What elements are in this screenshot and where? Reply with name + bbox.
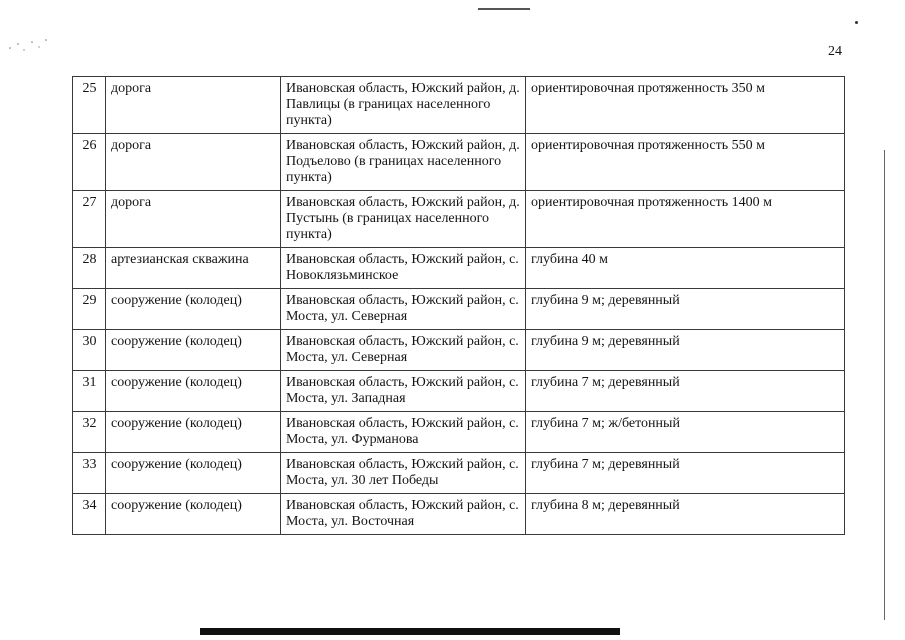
table-row — [73, 330, 845, 371]
object-characteristics-cell: ориентировочная протяженность 550 м — [526, 134, 845, 191]
object-name-cell: дорога — [106, 134, 281, 191]
object-characteristics-cell: глубина 7 м; деревянный — [526, 371, 845, 412]
object-characteristics-cell: ориентировочная протяженность 1400 м — [526, 191, 845, 248]
top-decorative-rule — [478, 8, 530, 10]
object-address-cell: Ивановская область, Южский район, с. Моста, ул. Западная — [281, 371, 526, 412]
table-row — [73, 134, 845, 191]
row-number-cell: 26 — [73, 134, 106, 191]
object-address-cell: Ивановская область, Южский район, с. Моста, ул. Восточная — [281, 494, 526, 535]
table-row — [73, 77, 845, 134]
row-number-cell: 27 — [73, 191, 106, 248]
scan-edge-line — [884, 150, 885, 620]
table-row — [73, 191, 845, 248]
row-number-cell: 32 — [73, 412, 106, 453]
object-characteristics-cell: глубина 7 м; деревянный — [526, 453, 845, 494]
object-characteristics-cell: глубина 7 м; ж/бетонный — [526, 412, 845, 453]
scan-bottom-bar — [200, 628, 620, 635]
property-registry-table — [72, 76, 845, 535]
row-number-cell: 31 — [73, 371, 106, 412]
object-address-cell: Ивановская область, Южский район, д. Павлицы (в границах населенного пункта) — [281, 77, 526, 134]
object-address-cell: Ивановская область, Южский район, д. Пустынь (в границах населенного пункта) — [281, 191, 526, 248]
table-row — [73, 371, 845, 412]
object-characteristics-cell: глубина 40 м — [526, 248, 845, 289]
scan-speck — [855, 21, 858, 24]
object-name-cell: сооружение (колодец) — [106, 330, 281, 371]
object-name-cell: сооружение (колодец) — [106, 412, 281, 453]
object-address-cell: Ивановская область, Южский район, с. Моста, ул. Северная — [281, 289, 526, 330]
object-name-cell: артезианская скважина — [106, 248, 281, 289]
object-name-cell: сооружение (колодец) — [106, 289, 281, 330]
object-characteristics-cell: ориентировочная протяженность 350 м — [526, 77, 845, 134]
object-address-cell: Ивановская область, Южский район, д. Подъелово (в границах населенного пункта) — [281, 134, 526, 191]
object-address-cell: Ивановская область, Южский район, с. Новоклязьминское — [281, 248, 526, 289]
object-characteristics-cell: глубина 9 м; деревянный — [526, 330, 845, 371]
table-row — [73, 289, 845, 330]
table-row — [73, 494, 845, 535]
row-number-cell: 34 — [73, 494, 106, 535]
object-address-cell: Ивановская область, Южский район, с. Моста, ул. 30 лет Победы — [281, 453, 526, 494]
page-number: 24 — [828, 44, 842, 59]
object-characteristics-cell: глубина 8 м; деревянный — [526, 494, 845, 535]
object-address-cell: Ивановская область, Южский район, с. Моста, ул. Фурманова — [281, 412, 526, 453]
object-name-cell: сооружение (колодец) — [106, 371, 281, 412]
table-row — [73, 453, 845, 494]
row-number-cell: 28 — [73, 248, 106, 289]
object-name-cell: дорога — [106, 191, 281, 248]
table-row — [73, 248, 845, 289]
object-characteristics-cell: глубина 9 м; деревянный — [526, 289, 845, 330]
row-number-cell: 25 — [73, 77, 106, 134]
object-name-cell: дорога — [106, 77, 281, 134]
row-number-cell: 30 — [73, 330, 106, 371]
scan-noise-mark — [6, 36, 50, 54]
object-address-cell: Ивановская область, Южский район, с. Моста, ул. Северная — [281, 330, 526, 371]
table-row — [73, 412, 845, 453]
object-name-cell: сооружение (колодец) — [106, 453, 281, 494]
row-number-cell: 29 — [73, 289, 106, 330]
row-number-cell: 33 — [73, 453, 106, 494]
object-name-cell: сооружение (колодец) — [106, 494, 281, 535]
